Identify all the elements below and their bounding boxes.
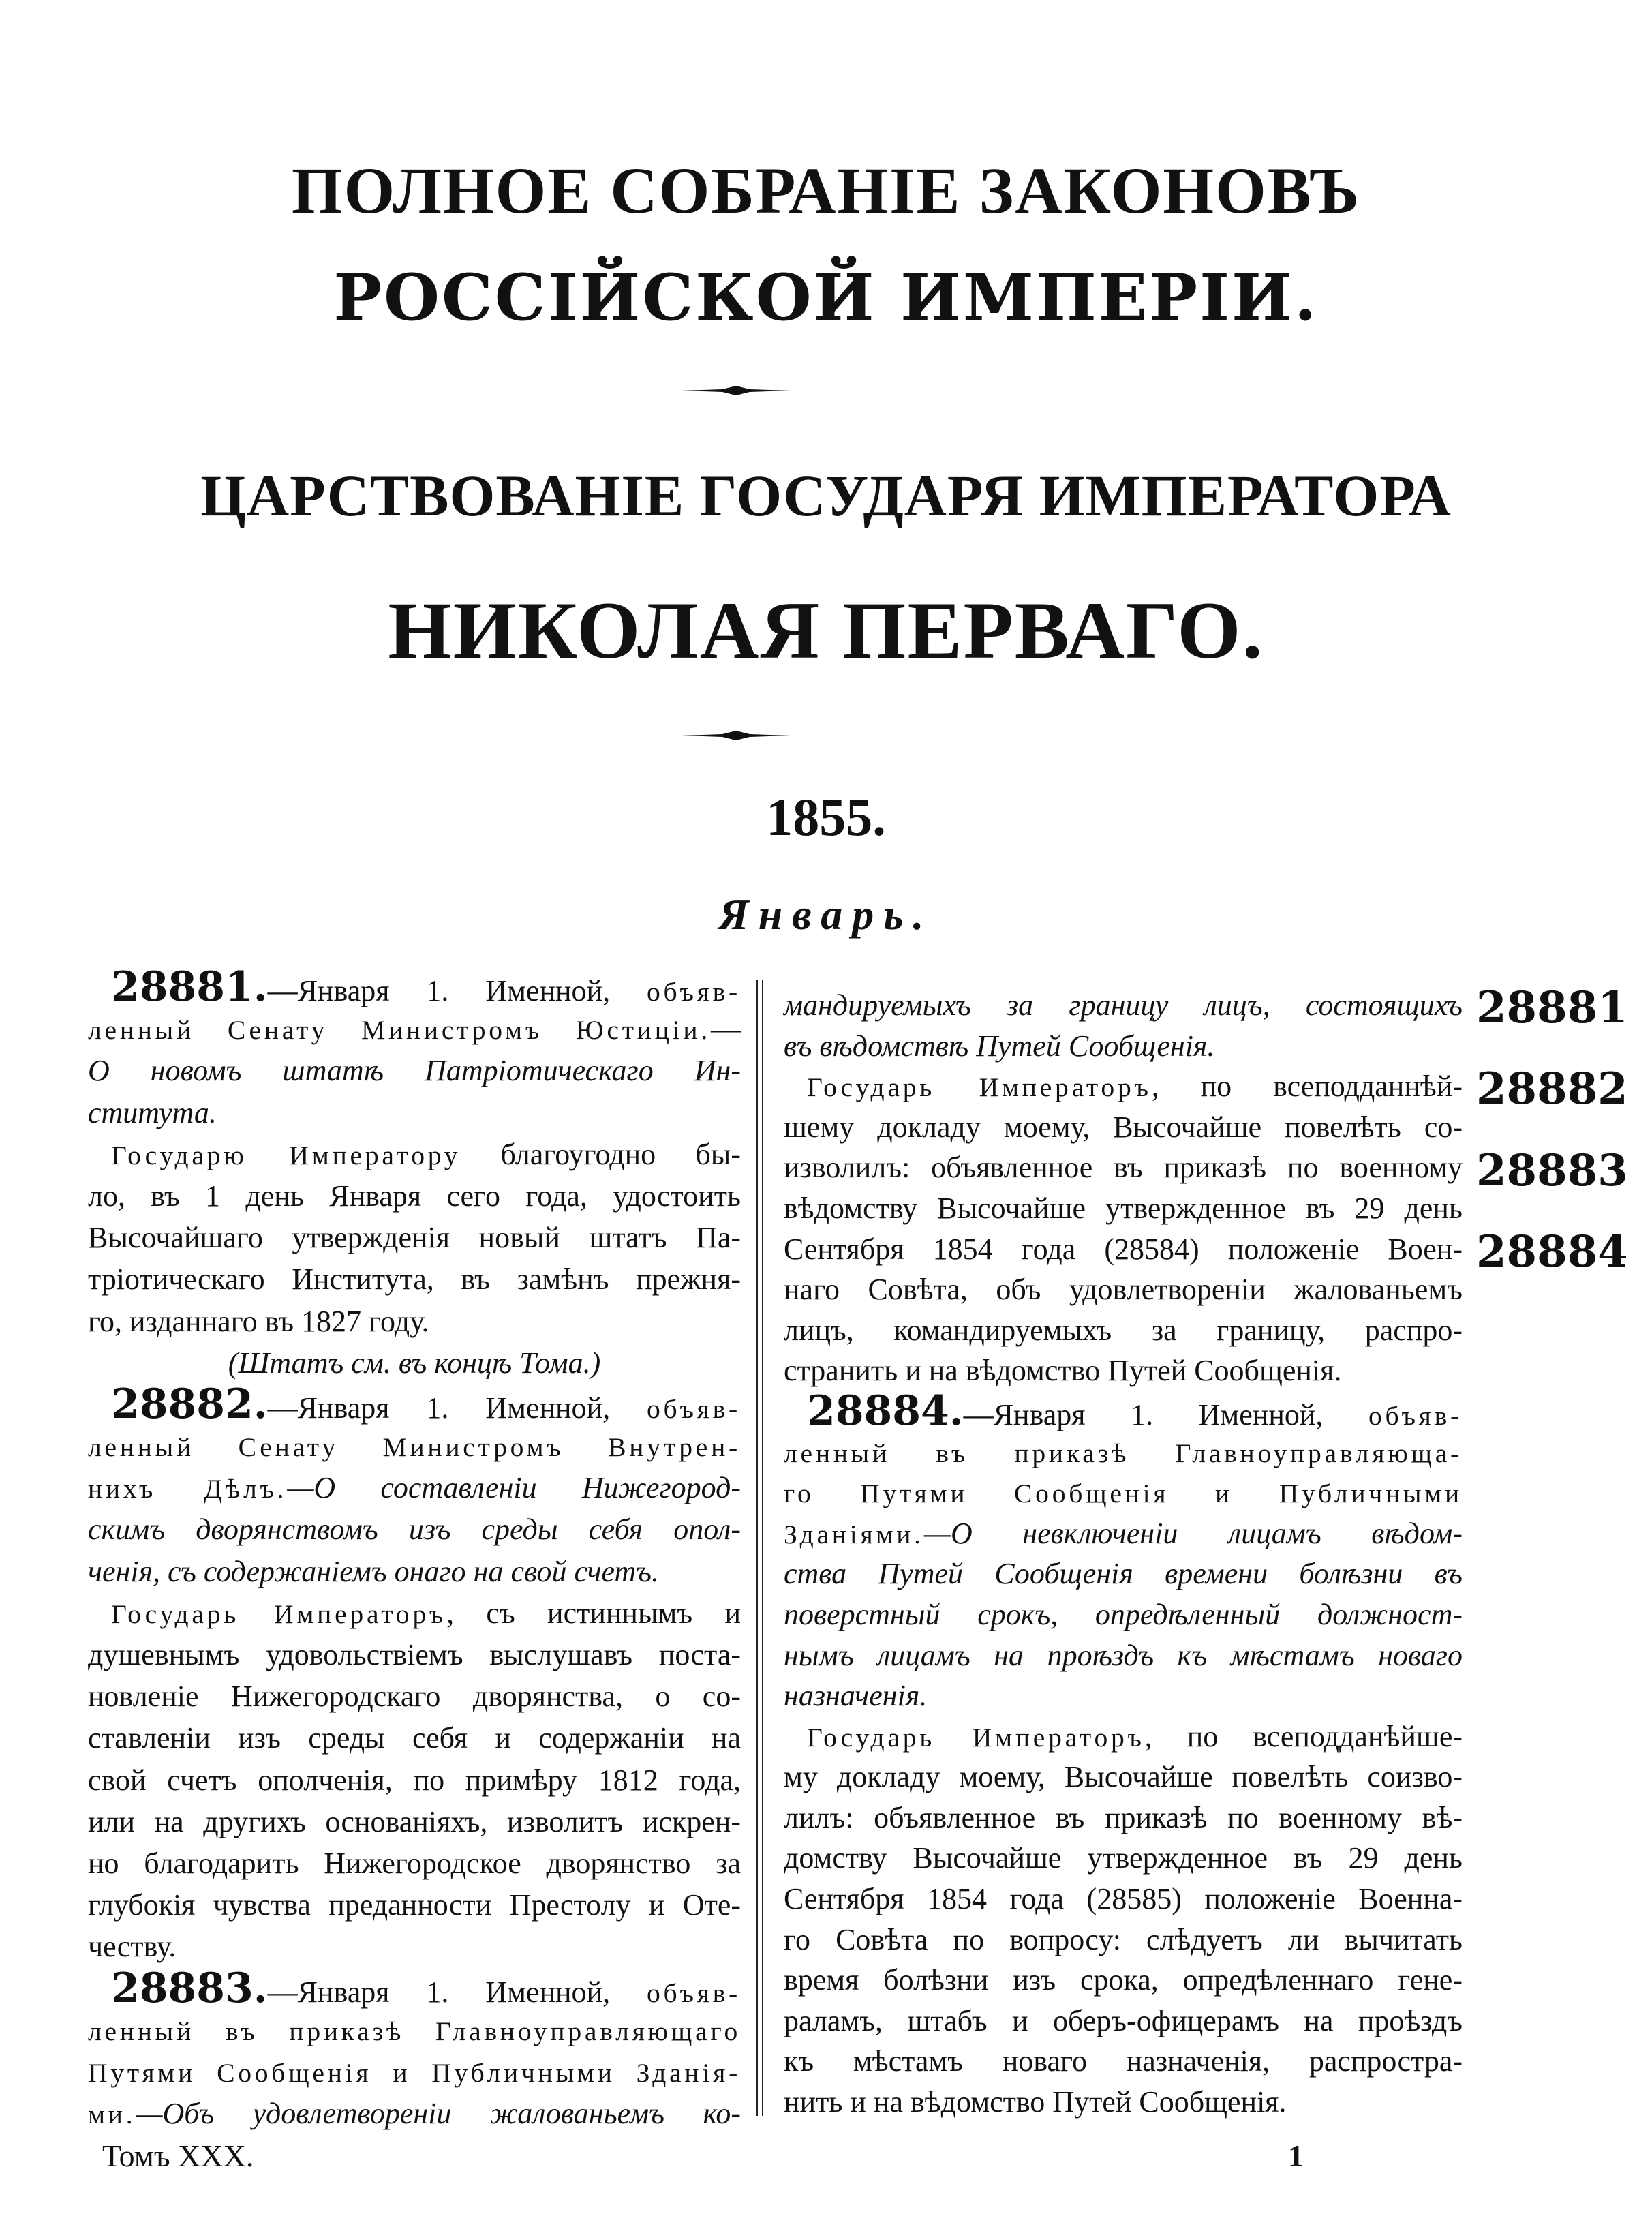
text-segment: ститута. — [88, 1095, 217, 1129]
text-line — [88, 2051, 741, 2093]
text-segment: , по всеподданнѣй- — [1151, 1070, 1463, 1104]
text-segment: объяв- — [647, 977, 741, 1007]
text-segment: шему докладу моему, Высочайше повелѣть со- — [784, 1110, 1463, 1144]
text-segment: душевнымъ удовольствіемъ выслушавъ поста- — [88, 1638, 741, 1671]
text-line — [88, 1717, 741, 1759]
text-line — [784, 1386, 1463, 1435]
text-line — [88, 1175, 741, 1217]
text-line — [88, 1759, 741, 1801]
text-line — [784, 1716, 1463, 1757]
text-line — [88, 1467, 741, 1508]
text-line — [88, 1342, 741, 1384]
text-line — [88, 1258, 741, 1300]
text-line — [88, 1964, 741, 2012]
text-segment: объяв- — [647, 1977, 741, 2008]
text-segment: —Января 1. Именной, — [267, 1391, 647, 1425]
text-segment: О новомъ штатѣ Патріотическаго Ин- — [88, 1054, 741, 1088]
text-segment: наго Совѣта, объ удовлетвореніи жалованьемъ — [784, 1273, 1463, 1307]
text-line — [88, 2010, 741, 2051]
text-line — [784, 1635, 1463, 1676]
text-line — [88, 1926, 741, 1967]
text-line — [784, 1838, 1463, 1879]
left-text-column — [88, 963, 741, 2134]
text-line — [88, 1092, 741, 1134]
text-segment: объяв- — [1368, 1400, 1463, 1431]
text-segment: Государю Императору — [111, 1140, 461, 1170]
text-line — [784, 1472, 1463, 1513]
text-line — [784, 1798, 1463, 1838]
text-segment: ленный Сенату Министромъ Юстиціи. — [88, 1015, 711, 1046]
text-line — [784, 1350, 1463, 1391]
text-segment: го Совѣта по вопросу: слѣдуетъ ли вычитать — [784, 1922, 1463, 1956]
text-segment: ставленіи изъ среды себя и содержаніи на — [88, 1721, 741, 1755]
text-line — [784, 2041, 1463, 2082]
year-heading: 1855. — [766, 787, 886, 847]
text-line — [784, 2001, 1463, 2042]
text-line — [784, 1553, 1463, 1594]
text-segment: лилъ: объявленное въ приказѣ по военному вѣ- — [784, 1800, 1463, 1834]
text-segment: го Путями Сообщенія и Публичными — [784, 1478, 1463, 1509]
ornament-divider — [682, 731, 791, 740]
text-segment: раламъ, штабъ и оберъ-офицерамъ на проѣздъ — [784, 2003, 1463, 2037]
text-segment: Высочайшаго утвержденія новый штатъ Па- — [88, 1221, 741, 1255]
text-line — [784, 1229, 1463, 1270]
text-line — [784, 1757, 1463, 1798]
text-line — [88, 1008, 741, 1050]
text-line — [88, 1634, 741, 1675]
ornament-divider — [682, 386, 791, 395]
text-line — [88, 1217, 741, 1258]
text-segment: нымъ лицамъ на проѣздъ къ мѣстамъ новаго — [784, 1638, 1463, 1672]
text-segment: ленный въ приказѣ Главноуправляющаго — [88, 2016, 741, 2046]
text-segment: нихъ Дѣлъ. — [88, 1474, 288, 1504]
text-segment: новленіе Нижегородскаго дворянства, о со- — [88, 1680, 741, 1714]
page-signature: 1 — [1288, 2138, 1304, 2173]
text-segment: го, изданнаго въ 1827 году. — [88, 1304, 429, 1338]
text-line — [784, 1310, 1463, 1351]
volume-label: Томъ XXX. — [102, 2138, 254, 2173]
text-segment: честву. — [88, 1930, 177, 1964]
text-line — [88, 1301, 741, 1342]
text-line — [784, 1188, 1463, 1229]
text-segment: тріотическаго Института, въ замѣнъ прежня- — [88, 1262, 741, 1296]
text-line — [88, 1551, 741, 1592]
text-segment: въ вѣдомствѣ Путей Сообщенія. — [784, 1029, 1215, 1063]
text-line — [88, 1884, 741, 1926]
text-segment: нить и на вѣдомство Путей Сообщенія. — [784, 2085, 1287, 2119]
margin-law-number: 28882 — [1476, 1063, 1628, 1114]
text-segment: ми. — [88, 2099, 136, 2130]
text-segment: Сентября 1854 года (28585) положеніе Военна- — [784, 1882, 1463, 1916]
text-segment: Государь Императоръ — [111, 1598, 447, 1629]
text-segment: —Января 1. Именной, — [267, 974, 647, 1007]
margin-law-number: 28883 — [1476, 1145, 1628, 1196]
empire-title: РОССІЙСКОЙ ИМПЕРІИ. — [333, 260, 1319, 335]
text-line — [88, 963, 741, 1011]
law-number: 28884. — [807, 1386, 964, 1435]
law-number: 28881. — [111, 963, 268, 1011]
text-line — [784, 1920, 1463, 1960]
column-divider — [756, 980, 758, 2116]
text-segment: му докладу моему, Высочайше повелѣть соизво- — [784, 1760, 1463, 1794]
text-line — [784, 985, 1463, 1026]
text-line — [784, 1066, 1463, 1107]
text-line — [784, 1026, 1463, 1067]
text-segment: ства Путей Сообщенія времени болѣзни въ — [784, 1557, 1463, 1591]
text-segment: изволилъ: объявленное въ приказѣ по военному — [784, 1151, 1463, 1185]
text-segment: домству Высочайше утвержденное въ 29 день — [784, 1841, 1463, 1875]
text-segment: Путями Сообщенія и Публичными Зданія- — [88, 2057, 741, 2088]
text-line — [784, 1107, 1463, 1148]
text-line — [784, 1594, 1463, 1635]
text-line — [784, 1960, 1463, 2001]
text-line — [784, 1513, 1463, 1554]
text-line — [88, 1425, 741, 1467]
text-segment: мандируемыхъ за границу лицъ, состоящихъ — [784, 988, 1463, 1022]
text-segment: — — [711, 1012, 741, 1046]
text-line — [88, 1592, 741, 1634]
margin-law-number: 28881 — [1476, 982, 1628, 1033]
text-segment: лицъ, командируемыхъ за границу, распро- — [784, 1313, 1463, 1347]
text-segment: глубокія чувства преданности Престолу и Оте- — [88, 1888, 741, 1922]
text-line — [88, 1380, 741, 1428]
text-line — [88, 1843, 741, 1884]
text-segment: или на другихъ основаніяхъ, изволитъ искрен- — [88, 1804, 741, 1838]
text-segment: Государь Императоръ — [807, 1722, 1145, 1753]
text-segment: объяв- — [647, 1393, 741, 1424]
text-segment: —О невключеніи лицамъ вѣдом- — [923, 1516, 1463, 1550]
text-line — [784, 1147, 1463, 1188]
text-segment: къ мѣстамъ новаго назначенія, распростра- — [784, 2044, 1463, 2078]
text-line — [88, 1050, 741, 1091]
text-segment: ленный въ приказѣ Главноуправляюща- — [784, 1438, 1463, 1468]
text-segment: вѣдомству Высочайше утвержденное въ 29 день — [784, 1191, 1463, 1225]
text-segment: —Января 1. Именной, — [963, 1397, 1368, 1431]
month-heading: Январь. — [718, 890, 934, 939]
text-segment: —Объ удовлетвореніи жалованьемъ ко- — [136, 2097, 741, 2131]
text-segment: ленный Сенату Министромъ Внутрен- — [88, 1432, 741, 1463]
text-segment: Зданіями. — [784, 1519, 924, 1549]
text-segment: Сентября 1854 года (28584) положеніе Воен- — [784, 1232, 1463, 1266]
law-number: 28883. — [111, 1964, 268, 2012]
text-segment: скимъ дворянствомъ изъ среды себя опол- — [88, 1513, 741, 1547]
text-segment: , съ истиннымъ и — [446, 1596, 741, 1630]
text-segment: время болѣзни изъ срока, опредѣленнаго гене- — [784, 1963, 1463, 1997]
text-segment: назначенія. — [784, 1679, 928, 1713]
text-line — [88, 1675, 741, 1717]
text-line — [784, 1675, 1463, 1716]
reign-title: ЦАРСТВОВАНІЕ ГОСУДАРЯ ИМПЕРАТОРА — [200, 463, 1452, 528]
text-line — [784, 1432, 1463, 1473]
text-segment: но благодарить Нижегородское дворянство за — [88, 1846, 741, 1880]
text-line — [784, 1269, 1463, 1310]
text-line — [784, 2082, 1463, 2123]
text-segment: благоугодно бы- — [461, 1137, 741, 1171]
text-segment: —О составленіи Нижегород- — [287, 1471, 741, 1505]
text-segment: ченія, съ содержаніемъ онаго на свой счетъ. — [88, 1554, 660, 1588]
collection-title: ПОЛНОЕ СОБРАНІЕ ЗАКОНОВЪ — [291, 154, 1361, 227]
text-line — [88, 1134, 741, 1175]
margin-law-number: 28884 — [1476, 1226, 1628, 1277]
text-segment: ло, въ 1 день Января сего года, удостоить — [88, 1179, 741, 1213]
text-segment: свой счетъ ополченія, по примѣру 1812 года, — [88, 1763, 741, 1797]
emperor-name: НИКОЛАЯ ПЕРВАГО. — [388, 585, 1264, 676]
text-segment: Государь Императоръ — [807, 1072, 1152, 1103]
text-line — [88, 1508, 741, 1550]
text-segment: —Января 1. Именной, — [267, 1975, 647, 2009]
text-line — [88, 1801, 741, 1843]
text-segment: странить и на вѣдомство Путей Сообщенія. — [784, 1354, 1342, 1388]
law-number: 28882. — [111, 1380, 268, 1428]
right-text-column — [784, 985, 1463, 2123]
text-line — [784, 1879, 1463, 1920]
text-segment: (Штатъ см. въ концѣ Тома.) — [228, 1346, 601, 1380]
column-divider — [762, 980, 763, 2116]
text-segment: , по всеподданѣйше- — [1144, 1719, 1463, 1753]
text-segment: поверстный срокъ, опредѣленный должност- — [784, 1597, 1463, 1631]
text-line — [88, 2093, 741, 2134]
